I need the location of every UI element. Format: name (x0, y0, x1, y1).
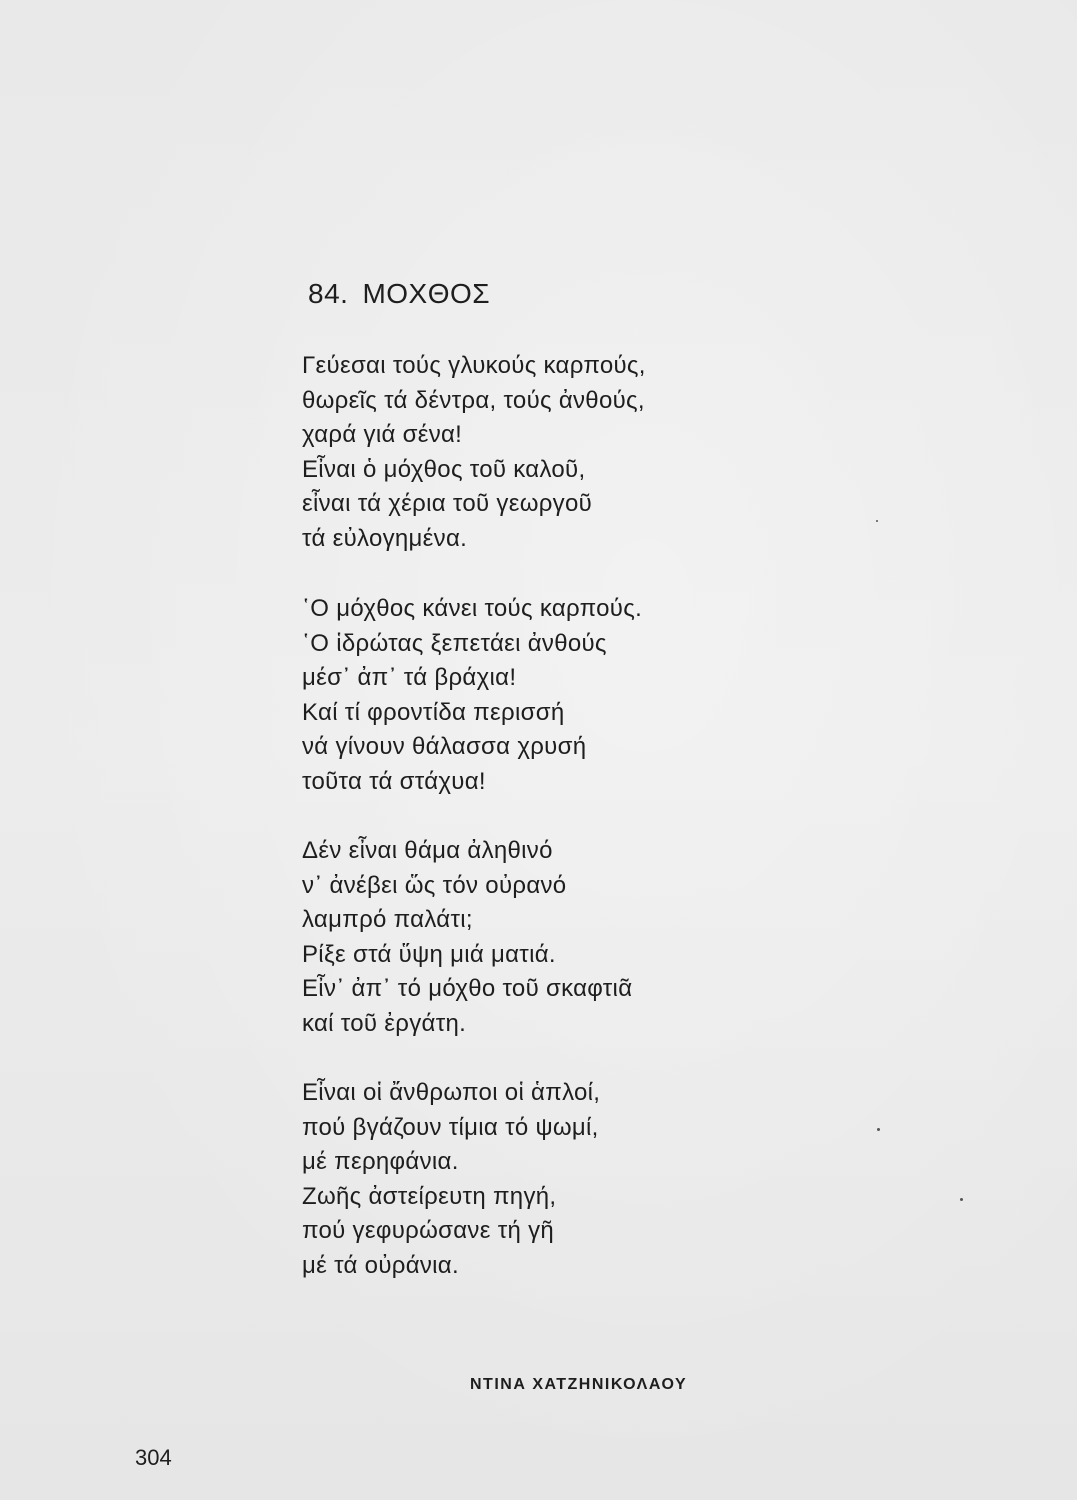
verse-line: τά εὐλογημένα. (302, 524, 468, 552)
poem-number: 84. (308, 278, 349, 309)
verse-line: Καί τί φροντίδα περισσή (302, 698, 565, 726)
verse-line: εἶναι τά χέρια τοῦ γεωργοῦ (302, 490, 593, 518)
stanza-1 (302, 349, 646, 557)
page-number: 304 (135, 1445, 172, 1470)
poem-heading (308, 274, 490, 314)
verse-line: Εἶν᾽ ἀπ᾽ τό μόχθο τοῦ σκαφτιᾶ (302, 975, 633, 1003)
stanza-3 (302, 834, 632, 1042)
print-speck (960, 1198, 963, 1201)
stanza-4 (302, 1076, 600, 1284)
verse-line: ῾Ο μόχθος κάνει τούς καρπούς. (302, 595, 643, 622)
verse-line: μέ τά οὐράνια. (302, 1251, 459, 1279)
verse-line: μέσ᾽ ἀπ᾽ τά βράχια! (302, 664, 517, 692)
verse-line: Ρίξε στά ὕψη μιά ματιά. (302, 940, 556, 968)
verse-line: Γεύεσαι τούς γλυκούς καρπούς, (302, 352, 646, 379)
verse-line: θωρεῖς τά δέντρα, τούς ἀνθούς, (302, 386, 645, 414)
verse-line: μέ περηφάνια. (302, 1148, 459, 1176)
verse-line: ῾Ο ἱδρώτας ξεπετάει ἀνθούς (302, 629, 607, 657)
verse-line: Δέν εἶναι θάμα ἀληθινό (302, 837, 553, 864)
print-speck (876, 520, 878, 522)
verse-line: Εἶναι ὁ μόχθος τοῦ καλοῦ, (302, 455, 586, 483)
verse-line: πού γεφυρώσανε τή γῆ (302, 1217, 555, 1245)
verse-line: ν᾽ ἀνέβει ὥς τόν οὐρανό (302, 871, 567, 899)
verse-line: χαρά γιά σένα! (302, 421, 463, 449)
verse-line: τοῦτα τά στάχυα! (302, 767, 486, 795)
verse-line: Εἶναι οἱ ἄνθρωποι οἱ ἁπλοί, (302, 1079, 601, 1106)
print-speck (877, 1128, 880, 1131)
verse-line: καί τοῦ ἐργάτη. (302, 1009, 467, 1037)
verse-line: Ζωῆς ἀστείρευτη πηγή, (302, 1182, 557, 1210)
poem-author: ΝΤΙΝΑ ΧΑΤΖΗΝΙΚΟΛΑΟΥ (470, 1376, 688, 1393)
verse-line: νά γίνουν θάλασσα χρυσή (302, 733, 587, 761)
verse-line: πού βγάζουν τίμια τό ψωμί, (302, 1113, 599, 1141)
poem-title: ΜΟΧΘΟΣ (362, 278, 491, 309)
stanza-2 (302, 592, 642, 800)
verse-line: λαμπρό παλάτι; (302, 906, 473, 934)
